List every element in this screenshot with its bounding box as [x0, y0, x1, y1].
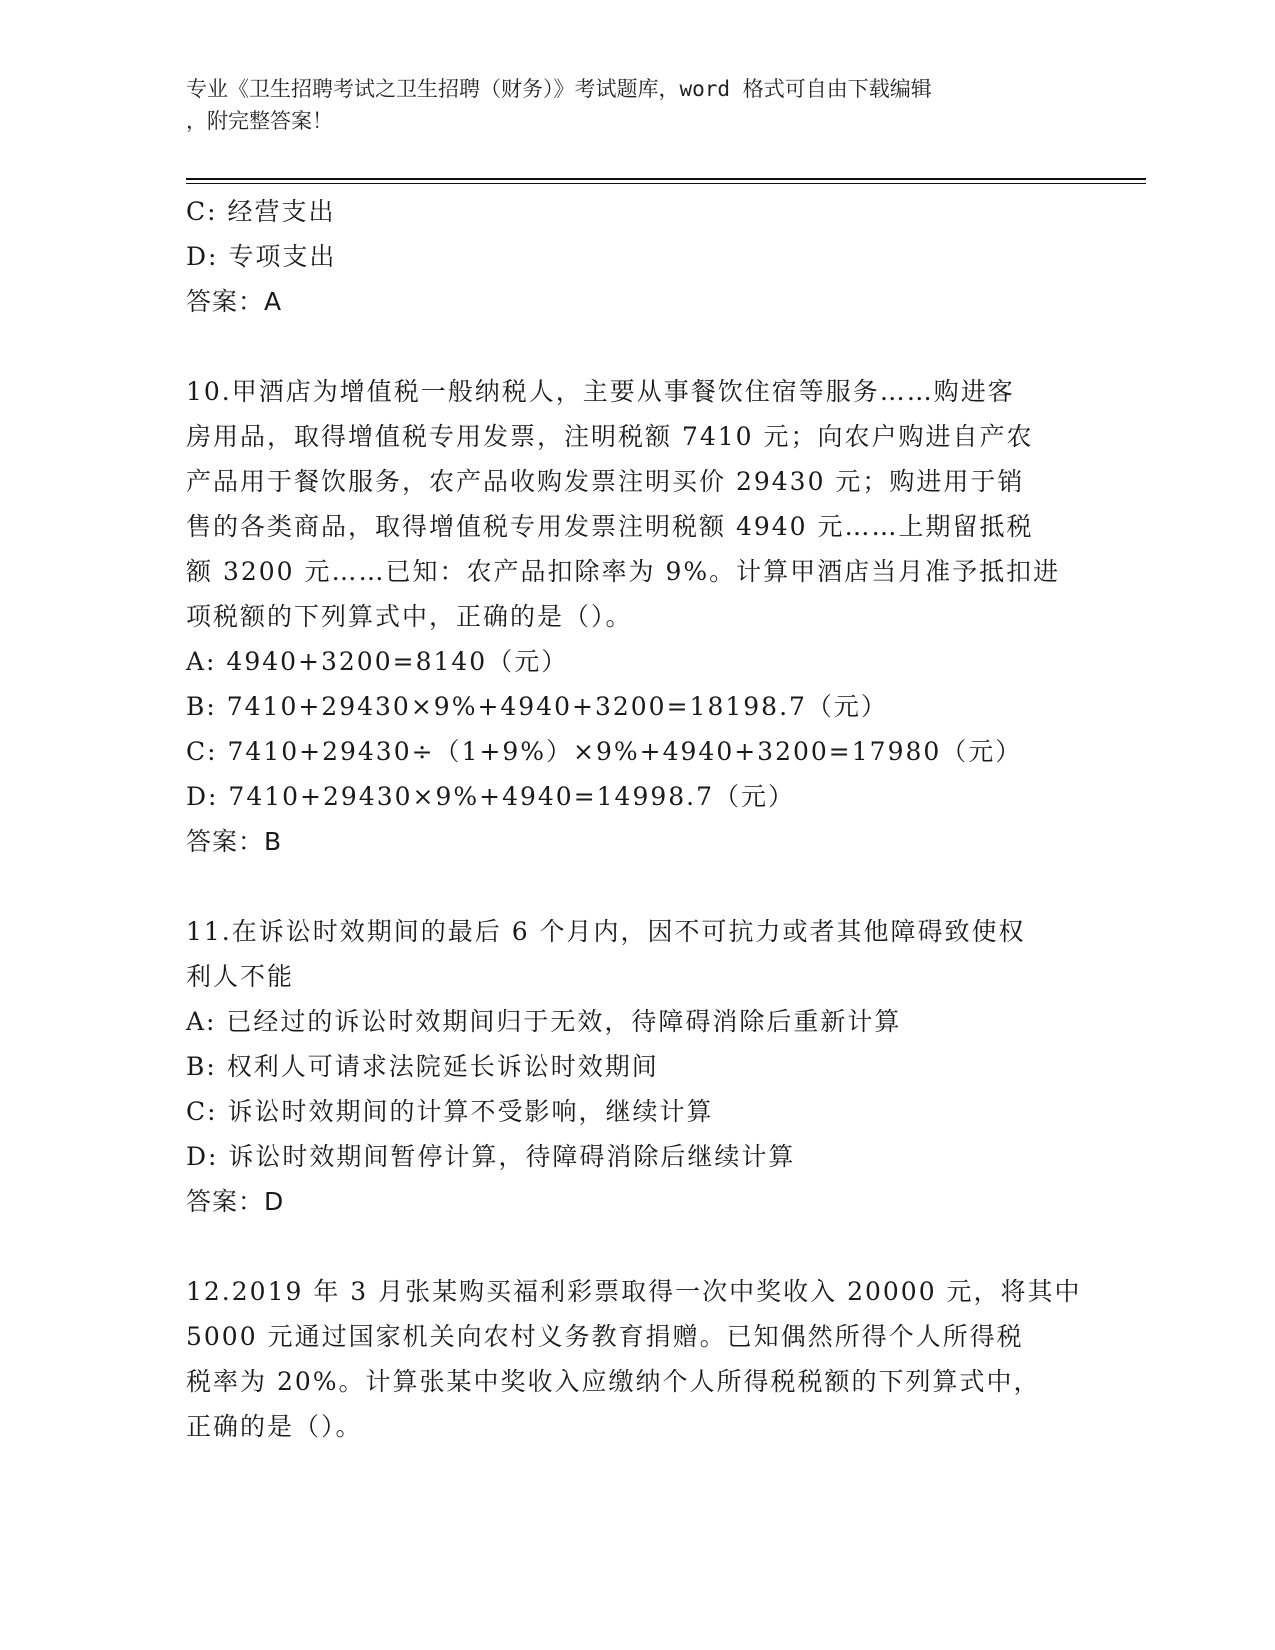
option-b: B: 7410+29430×9%+4940+3200=18198.7（元）	[186, 692, 888, 721]
answer-line: 答案：B	[186, 827, 283, 856]
header-divider-thin	[186, 183, 1146, 184]
question-text-line: 12.2019 年 3 月张某购买福利彩票取得一次中奖收入 20000 元，将其中	[186, 1277, 1082, 1306]
question-text-line: 10.甲酒店为增值税一般纳税人，主要从事餐饮住宿等服务……购进客	[186, 377, 1015, 406]
option-a: A: 已经过的诉讼时效期间归于无效，待障碍消除后重新计算	[186, 1007, 902, 1036]
option-c: C: 诉讼时效期间的计算不受影响，继续计算	[186, 1097, 714, 1126]
option-c: C: 7410+29430÷（1+9%）×9%+4940+3200=17980（元）	[186, 737, 1023, 766]
question-text-line: 额 3200 元……已知：农产品扣除率为 9%。计算甲酒店当月准予抵扣进	[186, 557, 1061, 586]
spacer	[186, 864, 1086, 909]
header-title-line-1: 专业《卫生招聘考试之卫生招聘（财务）》考试题库，word 格式可自由下载编辑	[186, 77, 932, 101]
answer-line: 答案：D	[186, 1187, 285, 1216]
spacer	[186, 1224, 1086, 1269]
header-title-line-2: ，附完整答案！	[186, 109, 333, 133]
question-content	[186, 189, 1086, 1449]
question-text-line: 税率为 20%。计算张某中奖收入应缴纳个人所得税税额的下列算式中，	[186, 1367, 1041, 1396]
page-header	[186, 73, 1066, 137]
spacer	[186, 324, 1086, 369]
question-12	[186, 1269, 1086, 1449]
question-text-line: 正确的是（）。	[186, 1412, 363, 1441]
question-text-line: 利人不能	[186, 962, 295, 991]
question-text-line: 售的各类商品，取得增值税专用发票注明税额 4940 元……上期留抵税	[186, 512, 1034, 541]
question-text-line: 11.在诉讼时效期间的最后 6 个月内，因不可抗力或者其他障碍致使权	[186, 917, 1026, 946]
option-d: D: 专项支出	[186, 242, 337, 271]
previous-question	[186, 189, 1086, 324]
question-10	[186, 369, 1086, 864]
header-divider-thick	[186, 178, 1146, 180]
question-text-line: 项税额的下列算式中，正确的是（）。	[186, 602, 633, 631]
option-a: A: 4940+3200=8140（元）	[186, 647, 569, 676]
question-text-line: 房用品，取得增值税专用发票，注明税额 7410 元；向农户购进自产农	[186, 422, 1034, 451]
question-text-line: 5000 元通过国家机关向农村义务教育捐赠。已知偶然所得个人所得税	[186, 1322, 1024, 1351]
option-c: C: 经营支出	[186, 197, 336, 226]
answer-line: 答案：A	[186, 287, 283, 316]
option-d: D: 7410+29430×9%+4940=14998.7（元）	[186, 782, 796, 811]
question-text-line: 产品用于餐饮服务，农产品收购发票注明买价 29430 元；购进用于销	[186, 467, 1025, 496]
question-11	[186, 909, 1086, 1224]
option-b: B: 权利人可请求法院延长诉讼时效期间	[186, 1052, 659, 1081]
option-d: D: 诉讼时效期间暂停计算，待障碍消除后继续计算	[186, 1142, 796, 1171]
